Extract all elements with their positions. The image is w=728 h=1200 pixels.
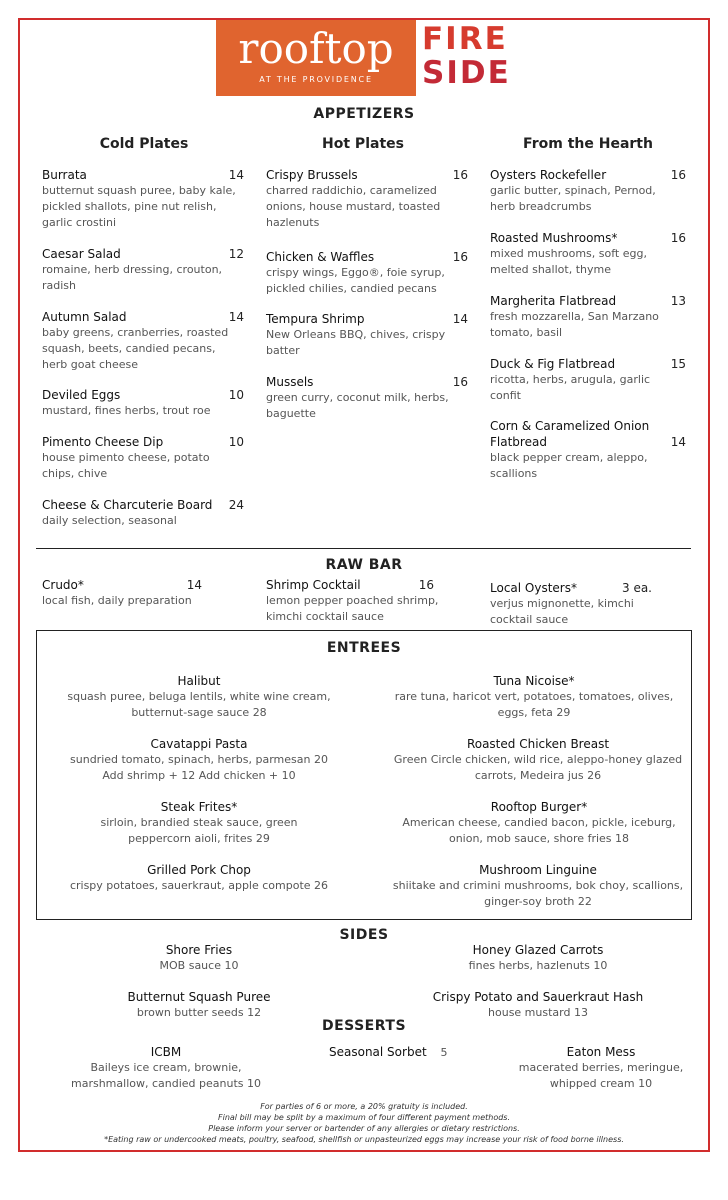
item-description: green curry, coconut milk, herbs, baguette [266, 391, 449, 420]
item-description: daily selection, seasonal [42, 514, 177, 527]
menu-item [42, 387, 242, 419]
item-name: Cheese & Charcuterie Board [42, 498, 213, 512]
item-price: 16 [452, 168, 468, 182]
menu-item [490, 230, 684, 278]
item-name: Eaton Mess [566, 1045, 636, 1059]
logo-subtitle: AT THE PROVIDENCE [259, 75, 373, 84]
item-price: 16 [452, 250, 468, 264]
item-price: 14 [670, 435, 686, 449]
entree-item [54, 736, 344, 784]
item-description: fines herbs, hazlenuts 10 [468, 959, 608, 972]
footer-notes [0, 1101, 728, 1145]
gratuity-note: For parties of 6 or more, a 20% gratuity is included. [260, 1102, 468, 1111]
item-description: crispy potatoes, sauerkraut, apple compote 26 [69, 879, 329, 892]
menu-item [42, 246, 242, 294]
menu-item [490, 293, 684, 341]
item-description: lemon pepper poached shrimp, kimchi cocktail sauce [266, 594, 439, 623]
item-description: shiitake and crimini mushrooms, bok choy, scallions, ginger-soy broth 22 [392, 879, 684, 908]
item-name: Halibut [177, 674, 221, 688]
desserts-title: DESSERTS [321, 1018, 407, 1034]
item-name: Crispy Brussels [266, 168, 358, 182]
item-description: American cheese, candied bacon, pickle, iceburg, onion, mob sauce, shore fries 18 [402, 816, 676, 845]
item-name: Caesar Salad [42, 247, 121, 261]
item-price: 14 [452, 312, 468, 326]
item-description: Green Circle chicken, wild rice, aleppo-honey glazed carrots, Medeira jus 26 [393, 753, 683, 782]
item-description: baby greens, cranberries, roasted squash, beets, candied pecans, herb goat cheese [42, 326, 229, 371]
item-description: Baileys ice cream, brownie, marshmallow, candied peanuts 10 [71, 1061, 261, 1090]
item-price: 14 [228, 310, 244, 324]
item-name: ICBM [150, 1045, 182, 1059]
item-name: Shrimp Cocktail [266, 578, 361, 592]
entree-item [396, 799, 682, 847]
menu-item [42, 167, 242, 231]
menu-item [266, 311, 466, 359]
item-name: Burrata [42, 168, 87, 182]
item-description: crispy wings, Eggo®, foie syrup, pickled chilies, candied pecans [266, 266, 445, 295]
item-price: 15 [670, 357, 686, 371]
item-name: Roasted Mushrooms* [490, 231, 618, 245]
side-item [408, 989, 668, 1021]
item-description: New Orleans BBQ, chives, crispy batter [266, 328, 446, 357]
item-price: 24 [228, 498, 244, 512]
item-name: Oysters Rockefeller [490, 168, 607, 182]
item-name: Honey Glazed Carrots [472, 943, 604, 957]
item-name: Pimento Cheese Dip [42, 435, 164, 449]
menu-item [42, 577, 200, 609]
side-item [74, 942, 324, 974]
item-description: black pepper cream, aleppo, scallions [490, 451, 648, 480]
item-name: Roasted Chicken Breast [466, 737, 610, 751]
entree-item [54, 673, 344, 721]
entree-item [388, 673, 680, 721]
menu-item [490, 418, 684, 482]
item-name: Tempura Shrimp [266, 312, 365, 326]
item-price: 14 [186, 578, 202, 592]
payment-note: Final bill may be split by a maximum of four different payment methods. [218, 1113, 510, 1122]
item-name: Steak Frites* [160, 800, 238, 814]
dessert-item [58, 1044, 274, 1092]
menu-item [266, 374, 466, 422]
cold-plates-title: Cold Plates [99, 136, 189, 152]
item-description: fresh mozzarella, San Marzano tomato, basil [490, 310, 659, 339]
allergy-note: Please inform your server or bartender of any allergies or dietary restrictions. [208, 1124, 520, 1133]
item-name: Mussels [266, 375, 314, 389]
item-description: local fish, daily preparation [42, 594, 192, 607]
item-price: 12 [228, 247, 244, 261]
entree-item [390, 862, 686, 910]
item-description: sirloin, brandied steak sauce, green peppercorn aioli, frites 29 [100, 816, 298, 845]
side-wordmark: SIDE [422, 55, 511, 91]
item-name: Tuna Nicoise* [493, 674, 575, 688]
fire-wordmark: FIRE [422, 21, 508, 57]
item-name: Chicken & Waffles [266, 250, 375, 264]
item-price: 3 ea. [622, 581, 652, 595]
raw-bar-title: RAW BAR [325, 557, 403, 573]
item-name: Local Oysters* [490, 581, 577, 595]
entree-item [388, 736, 688, 784]
appetizers-title: APPETIZERS [313, 106, 415, 122]
item-name: Crispy Potato and Sauerkraut Hash [432, 990, 644, 1004]
item-description: rare tuna, haricot vert, potatoes, tomatoes, olives, eggs, feta 29 [394, 690, 674, 719]
logo-badge [216, 20, 416, 96]
item-description: sundried tomato, spinach, herbs, parmesan 20 Add shrimp + 12 Add chicken + 10 [70, 753, 328, 782]
item-name: Deviled Eggs [42, 388, 121, 402]
menu-item [42, 434, 242, 482]
entree-item [84, 799, 314, 847]
item-name: Corn & Caramelized Onion Flatbread [490, 419, 650, 449]
item-name: Butternut Squash Puree [127, 990, 271, 1004]
dessert-item [516, 1044, 686, 1092]
menu-item [490, 167, 684, 215]
item-description: charred raddichio, caramelized onions, house mustard, toasted hazlenuts [266, 184, 441, 229]
item-description: brown butter seeds 12 [136, 1006, 262, 1019]
item-description: mustard, fines herbs, trout roe [42, 404, 211, 417]
dessert-item [329, 1044, 459, 1061]
item-name: Autumn Salad [42, 310, 127, 324]
menu-item [266, 577, 439, 625]
item-price: 10 [228, 388, 244, 402]
entrees-title: ENTREES [326, 640, 402, 656]
side-item [413, 942, 663, 974]
item-description: romaine, herb dressing, crouton, radish [42, 263, 223, 292]
item-name: Rooftop Burger* [490, 800, 588, 814]
item-price: 16 [670, 231, 686, 245]
item-description: garlic butter, spinach, Pernod, herb breadcrumbs [490, 184, 656, 213]
menu-item [266, 249, 466, 297]
item-price: 16 [670, 168, 686, 182]
item-name: Grilled Pork Chop [147, 863, 251, 877]
item-price: 16 [418, 578, 434, 592]
entree-item [44, 862, 354, 894]
item-name: Shore Fries [165, 943, 233, 957]
sides-title: SIDES [339, 927, 389, 943]
item-description: house mustard 13 [488, 1006, 588, 1019]
item-price: 14 [228, 168, 244, 182]
item-name: Margherita Flatbread [490, 294, 617, 308]
item-description: house pimento cheese, potato chips, chive [42, 451, 210, 480]
item-description: butternut squash puree, baby kale, pickled shallots, pine nut relish, garlic crostini [42, 184, 236, 229]
item-price: 13 [670, 294, 686, 308]
menu-item [42, 497, 242, 529]
hot-plates-title: Hot Plates [322, 136, 404, 152]
item-price: 16 [452, 375, 468, 389]
item-price: 10 [228, 435, 244, 449]
item-description: squash puree, beluga lentils, white wine cream, butternut-sage sauce 28 [67, 690, 331, 719]
item-name: Duck & Fig Flatbread [490, 357, 616, 371]
item-description: MOB sauce 10 [159, 959, 239, 972]
item-name: Crudo* [42, 578, 84, 592]
item-description: macerated berries, meringue, whipped cream 10 [518, 1061, 684, 1090]
item-price: 5 [440, 1046, 448, 1059]
from-the-hearth-title: From the Hearth [523, 136, 653, 152]
item-name: Cavatappi Pasta [150, 737, 248, 751]
item-description: mixed mushrooms, soft egg, melted shallot, thyme [490, 247, 647, 276]
menu-item [266, 167, 466, 231]
item-name: Seasonal Sorbet [329, 1045, 427, 1059]
divider [36, 548, 691, 549]
logo-wordmark: rooftop [238, 24, 394, 73]
rooftop-fireside-logo [216, 20, 512, 100]
item-description: verjus mignonette, kimchi cocktail sauce [490, 597, 634, 626]
item-description: ricotta, herbs, arugula, garlic confit [490, 373, 651, 402]
menu-item [490, 356, 684, 404]
menu-item [42, 309, 242, 373]
item-name: Mushroom Linguine [479, 863, 597, 877]
side-item [74, 989, 324, 1021]
menu-item [490, 580, 650, 628]
food-safety-note: *Eating raw or undercooked meats, poultry, seafood, shellfish or unpasteurized eggs may increase your risk of food borne illness. [104, 1135, 624, 1144]
